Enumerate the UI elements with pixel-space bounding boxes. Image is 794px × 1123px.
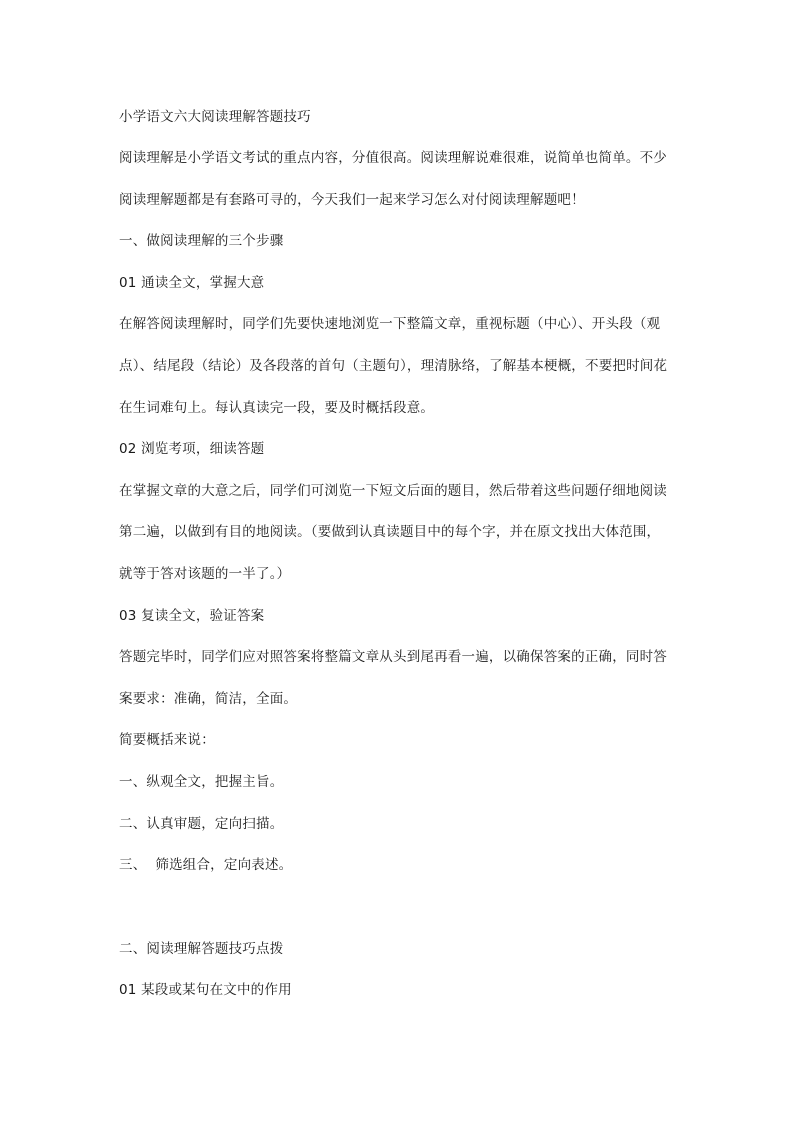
step-2-paragraph-line-2: 第二遍，以做到有目的地阅读。（要做到认真读题目中的每个字，并在原文找出大体范围， [119, 524, 661, 540]
step-1-paragraph-line-3: 在生词难句上。每认真读完一段，要及时概括段意。 [119, 400, 435, 416]
step-1-paragraph-line-2: 点）、结尾段（结论）及各段落的首句（主题句），理清脉络，了解基本梗概，不要把时间花 [119, 358, 668, 374]
section-1-heading: 一、做阅读理解的三个步骤 [119, 233, 284, 249]
step-2-paragraph-line-3: 就等于答对该题的一半了。） [119, 566, 291, 582]
intro-paragraph-line-2: 阅读理解题都是有套路可寻的，今天我们一起来学习怎么对付阅读理解题吧！ [119, 192, 585, 208]
tip-1-heading: 01 某段或某句在文中的作用 [119, 982, 292, 998]
step-3-heading: 03 复读全文，验证答案 [119, 608, 265, 624]
step-3-paragraph-line-2: 案要求：准确，简洁，全面。 [119, 691, 298, 707]
summary-item-1: 一、纵观全文，把握主旨。 [119, 774, 284, 790]
step-3-paragraph-line-1: 答题完毕时，同学们应对照答案将整篇文章从头到尾再看一遍，以确保答案的正确，同时答 [119, 649, 667, 665]
section-2-heading: 二、阅读理解答题技巧点拨 [119, 941, 284, 957]
step-2-heading: 02 浏览考项，细读答题 [119, 441, 265, 457]
summary-item-3: 三、 筛选组合，定向表述。 [119, 857, 293, 873]
document-title: 小学语文六大阅读理解答题技巧 [119, 109, 311, 125]
step-2-paragraph-line-1: 在掌握文章的大意之后，同学们可浏览一下短文后面的题目，然后带着这些问题仔细地阅读 [119, 483, 667, 499]
intro-paragraph-line-1: 阅读理解是小学语文考试的重点内容，分值很高。阅读理解说难很难，说简单也简单。不少 [119, 150, 667, 166]
summary-heading: 简要概括来说： [119, 732, 215, 748]
step-1-paragraph-line-1: 在解答阅读理解时，同学们先要快速地浏览一下整篇文章，重视标题（中心）、开头段（观 [119, 316, 661, 332]
step-1-heading: 01 通读全文，掌握大意 [119, 275, 265, 291]
summary-item-2: 二、认真审题，定向扫描。 [119, 816, 284, 832]
